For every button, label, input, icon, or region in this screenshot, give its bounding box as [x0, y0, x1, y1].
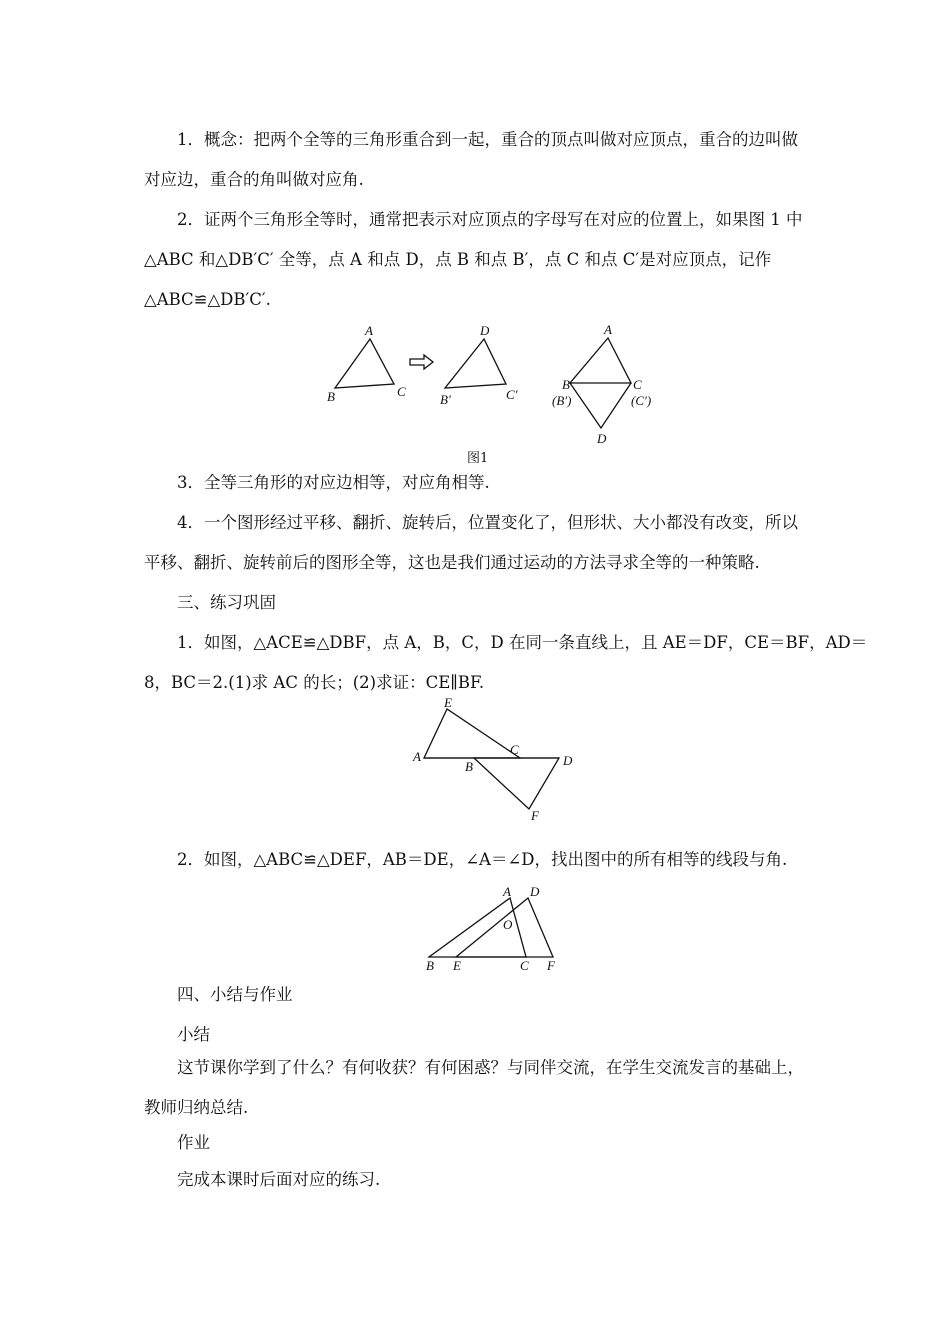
triangle-dbf — [474, 758, 559, 809]
summary-title: 小结 — [177, 1025, 210, 1044]
section-heading-summary: 四、小结与作业 — [177, 985, 293, 1004]
label-o: O — [503, 917, 513, 932]
label-e: E — [453, 958, 461, 973]
label-f: F — [531, 808, 539, 823]
summary-text-line1: 这节课你学到了什么？有何收获？有何困惑？与同伴交流，在学生交流发言的基础上， — [177, 1058, 804, 1077]
exercise-1-line2: 8，BC＝2.(1)求 AC 的长；(2)求证：CE∥BF. — [144, 673, 485, 692]
figure-2 — [410, 697, 580, 822]
label-b-3: B — [562, 377, 570, 392]
paragraph-properties: 3．全等三角形的对应边相等，对应角相等. — [177, 473, 490, 492]
figure-1 — [320, 322, 650, 447]
label-a: A — [503, 884, 511, 899]
label-c: C — [520, 958, 529, 973]
paragraph-motion-line2: 平移、翻折、旋转前后的图形全等，这也是我们通过运动的方法寻求全等的一种策略. — [144, 553, 760, 572]
triangle-ace — [424, 709, 520, 758]
label-b: B — [465, 759, 473, 774]
label-a: A — [413, 749, 421, 764]
homework-text: 完成本课时后面对应的练习. — [177, 1170, 381, 1189]
label-a-3: A — [604, 322, 612, 337]
label-d-3: D — [597, 431, 607, 446]
paragraph-concept-line1: 1．概念：把两个全等的三角形重合到一起，重合的顶点叫做对应顶点，重合的边叫做 — [177, 130, 798, 149]
paragraph-notation-line2: △ABC 和△DB′C′ 全等，点 A 和点 D，点 B 和点 B′，点 C 和点 C′是对应顶点，记作 — [144, 250, 772, 269]
label-b-prime: B′ — [440, 392, 451, 407]
figure-3 — [422, 882, 572, 974]
triangle-dbc-overlay — [570, 383, 631, 428]
paragraph-motion-line1: 4．一个图形经过平移、翻折、旋转后，位置变化了，但形状、大小都没有改变，所以 — [177, 513, 798, 532]
paragraph-concept-line2: 对应边，重合的角叫做对应角. — [144, 170, 364, 189]
figure-1-caption: 图1 — [467, 451, 489, 466]
triangle-abc-overlay — [570, 338, 631, 383]
label-c-prime: C′ — [506, 387, 518, 402]
label-d: D — [563, 753, 573, 768]
label-b: B — [426, 958, 434, 973]
summary-text-line2: 教师归纳总结. — [144, 1098, 249, 1117]
label-c-prime-3: (C′) — [631, 393, 652, 408]
label-d: D — [480, 323, 490, 338]
exercise-1-line1: 1．如图，△ACE≌△DBF，点 A，B，C，D 在同一条直线上，且 AE＝DF，CE＝BF，AD＝ — [177, 633, 868, 652]
label-c: C — [397, 384, 406, 399]
section-heading-practice: 三、练习巩固 — [177, 593, 276, 612]
exercise-2: 2．如图，△ABC≌△DEF，AB＝DE，∠A＝∠D，找出图中的所有相等的线段与角. — [177, 850, 788, 869]
label-c: C — [510, 742, 519, 757]
label-b-prime-3: (B′) — [552, 393, 572, 408]
label-b: B — [327, 389, 335, 404]
triangle-dbc-prime — [445, 339, 506, 388]
label-a: A — [365, 323, 373, 338]
paragraph-notation-line3: △ABC≌△DB′C′. — [144, 290, 271, 309]
homework-title: 作业 — [177, 1133, 210, 1152]
label-e: E — [444, 695, 452, 710]
triangle-abc — [335, 339, 394, 388]
label-d: D — [530, 884, 540, 899]
label-c-3: C — [633, 377, 642, 392]
arrow-icon — [410, 355, 433, 369]
paragraph-notation-line1: 2．证两个三角形全等时，通常把表示对应顶点的字母写在对应的位置上，如果图 1 中 — [177, 210, 803, 229]
label-f: F — [547, 958, 555, 973]
